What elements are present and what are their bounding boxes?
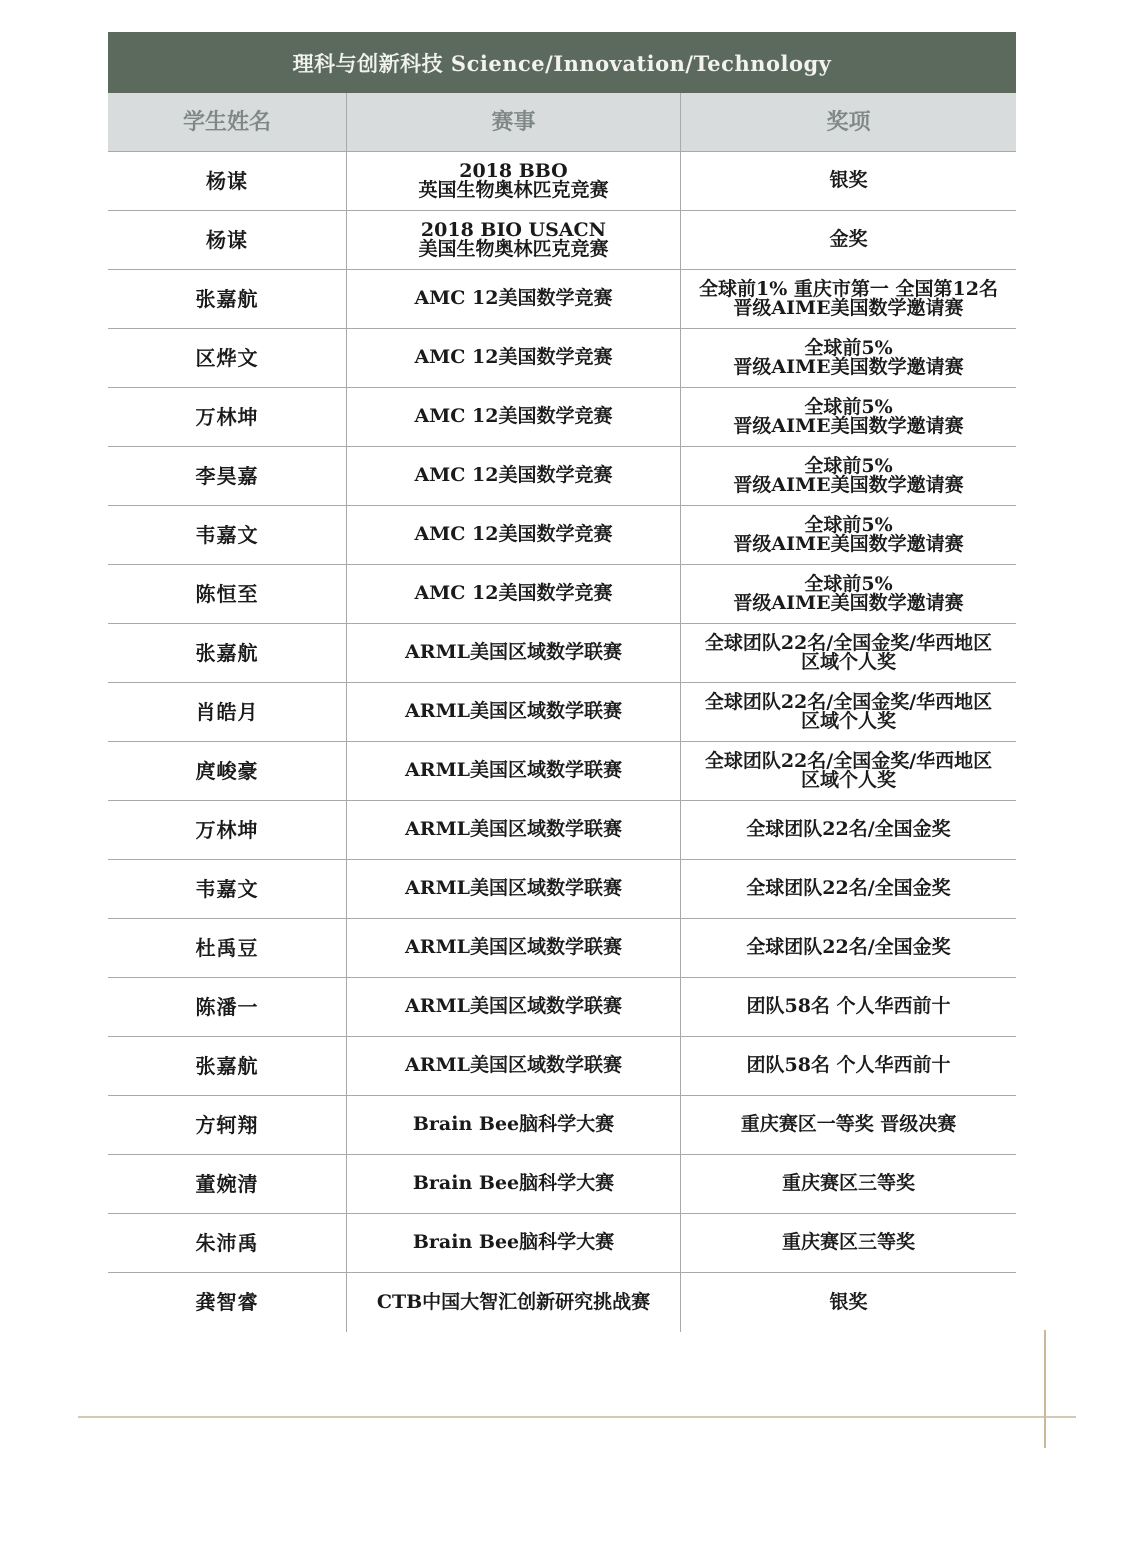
cell-competition: ARML美国区域数学联赛: [347, 919, 681, 977]
cell-student-name: 陈恒至: [108, 565, 347, 623]
cell-competition: ARML美国区域数学联赛: [347, 860, 681, 918]
cell-award: 全球团队22名/全国金奖: [746, 818, 951, 841]
cell-student-name: 董婉清: [108, 1155, 347, 1213]
cell-student-name: 杜禹豆: [108, 919, 347, 977]
header-student-name: 学生姓名: [108, 93, 347, 151]
cell-student-name: 张嘉航: [108, 1037, 347, 1095]
corner-accent-line: [1044, 1330, 1046, 1448]
table-header: [108, 93, 1016, 152]
cell-competition: ARML美国区域数学联赛: [347, 624, 681, 682]
cell-student-name: 方轲翔: [108, 1096, 347, 1154]
cell-student-name: 杨谋: [108, 211, 347, 269]
cell-award: 全球团队22名/全国金奖/华西地区 区域个人奖: [704, 631, 993, 673]
table-row: [108, 1155, 1016, 1214]
cell-award: 银奖: [829, 169, 868, 192]
cell-award: 全球前5% 晋级AIME美国数学邀请赛: [733, 572, 964, 614]
cell-award: 金奖: [829, 228, 868, 251]
cell-competition: Brain Bee脑科学大赛: [347, 1155, 681, 1213]
cell-competition: 2018 BBO 英国生物奥林匹克竞赛: [347, 152, 681, 210]
cell-competition: AMC 12美国数学竞赛: [347, 447, 681, 505]
table-row: [108, 1273, 1016, 1332]
footer-divider: [78, 1416, 1076, 1418]
cell-student-name: 杨谋: [108, 152, 347, 210]
cell-award: 银奖: [829, 1290, 868, 1313]
cell-competition: AMC 12美国数学竞赛: [347, 270, 681, 328]
cell-competition: AMC 12美国数学竞赛: [347, 329, 681, 387]
cell-competition: CTB中国大智汇创新研究挑战赛: [347, 1273, 681, 1332]
cell-student-name: 肖皓月: [108, 683, 347, 741]
table-row: [108, 801, 1016, 860]
header-award: 奖项: [826, 108, 871, 135]
cell-competition: AMC 12美国数学竞赛: [347, 506, 681, 564]
cell-student-name: 区烨文: [108, 329, 347, 387]
cell-competition: Brain Bee脑科学大赛: [347, 1214, 681, 1272]
table-body: [108, 152, 1016, 1332]
cell-student-name: 朱沛禹: [108, 1214, 347, 1272]
cell-student-name: 龚智睿: [108, 1273, 347, 1332]
cell-award: 全球前5% 晋级AIME美国数学邀请赛: [733, 336, 964, 378]
cell-award: 全球团队22名/全国金奖: [746, 936, 951, 959]
cell-student-name: 李昊嘉: [108, 447, 347, 505]
table-row: [108, 388, 1016, 447]
cell-student-name: 庹峻豪: [108, 742, 347, 800]
cell-competition: AMC 12美国数学竞赛: [347, 388, 681, 446]
table-row: [108, 919, 1016, 978]
table-row: [108, 624, 1016, 683]
cell-award: 重庆赛区三等奖: [781, 1172, 915, 1195]
cell-award: 全球团队22名/全国金奖/华西地区 区域个人奖: [704, 749, 993, 791]
cell-competition: AMC 12美国数学竞赛: [347, 565, 681, 623]
cell-competition: ARML美国区域数学联赛: [347, 742, 681, 800]
table-row: [108, 152, 1016, 211]
cell-award: 重庆赛区一等奖 晋级决赛: [740, 1113, 957, 1136]
table-row: [108, 447, 1016, 506]
cell-student-name: 韦嘉文: [108, 506, 347, 564]
table-row: [108, 506, 1016, 565]
cell-student-name: 韦嘉文: [108, 860, 347, 918]
cell-competition: ARML美国区域数学联赛: [347, 978, 681, 1036]
cell-competition: ARML美国区域数学联赛: [347, 683, 681, 741]
cell-award: 团队58名 个人华西前十: [746, 1054, 951, 1077]
cell-student-name: 张嘉航: [108, 624, 347, 682]
awards-table: [108, 32, 1016, 1332]
cell-competition: ARML美国区域数学联赛: [347, 801, 681, 859]
table-row: [108, 1037, 1016, 1096]
table-row: [108, 1096, 1016, 1155]
cell-competition: Brain Bee脑科学大赛: [347, 1096, 681, 1154]
cell-award: 全球前5% 晋级AIME美国数学邀请赛: [733, 395, 964, 437]
section-title: 理科与创新科技 Science/Innovation/Technology: [108, 32, 1016, 93]
cell-student-name: 张嘉航: [108, 270, 347, 328]
table-row: [108, 1214, 1016, 1273]
cell-award: 全球团队22名/全国金奖: [746, 877, 951, 900]
table-row: [108, 860, 1016, 919]
cell-award: 重庆赛区三等奖: [781, 1231, 915, 1254]
cell-student-name: 万林坤: [108, 388, 347, 446]
table-row: [108, 978, 1016, 1037]
table-row: [108, 742, 1016, 801]
cell-award: 全球前5% 晋级AIME美国数学邀请赛: [733, 513, 964, 555]
table-row: [108, 211, 1016, 270]
cell-award: 全球前1% 重庆市第一 全国第12名 晋级AIME美国数学邀请赛: [699, 277, 998, 319]
header-competition: 赛事: [347, 93, 681, 151]
cell-competition: 2018 BIO USACN 美国生物奥林匹克竞赛: [347, 211, 681, 269]
cell-award: 团队58名 个人华西前十: [746, 995, 951, 1018]
cell-award: 全球团队22名/全国金奖/华西地区 区域个人奖: [704, 690, 993, 732]
table-row: [108, 683, 1016, 742]
cell-student-name: 万林坤: [108, 801, 347, 859]
table-row: [108, 329, 1016, 388]
cell-competition: ARML美国区域数学联赛: [347, 1037, 681, 1095]
table-row: [108, 270, 1016, 329]
cell-award: 全球前5% 晋级AIME美国数学邀请赛: [733, 454, 964, 496]
table-row: [108, 565, 1016, 624]
cell-student-name: 陈潘一: [108, 978, 347, 1036]
